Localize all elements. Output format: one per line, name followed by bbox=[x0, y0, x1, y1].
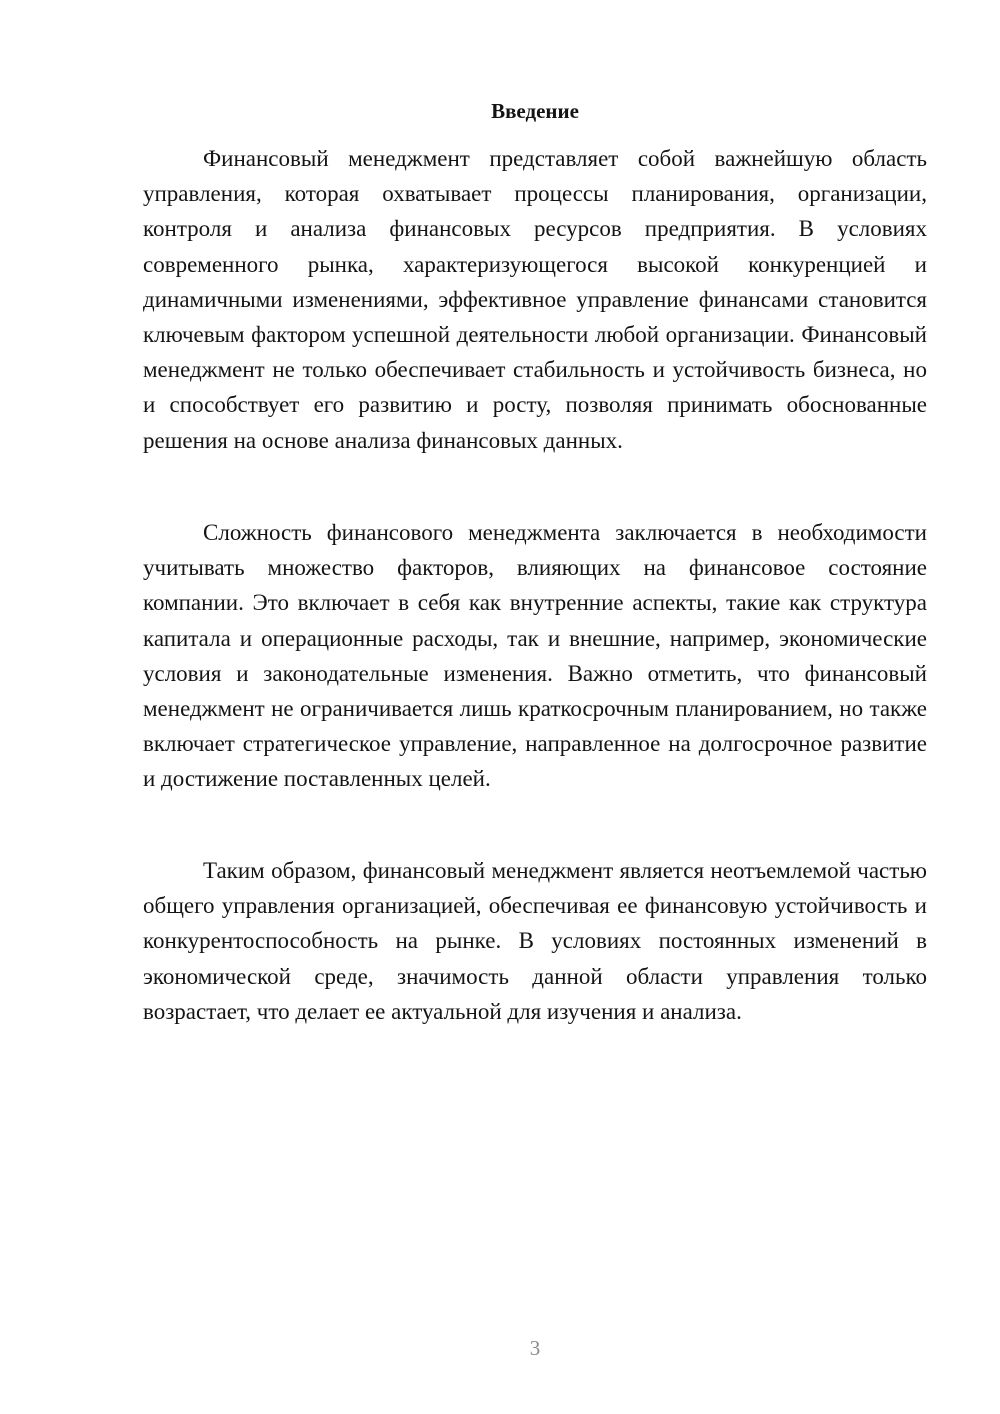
paragraph-complexity: Сложность финансового менеджмента заключается в необходимости учитывать множество факторов, влияющих на финансовое состояние компании. Это включает в себя как внутренние аспекты, такие как структура капитала и операционные расходы, так и внешние, например, экономические условия и законодательные изменения. Важно отметить, что финансовый менеджмент не ограничивается лишь краткосрочным планированием, но также включает стратегическое управление, направленное на долгосрочное развитие и достижение поставленных целей. bbox=[143, 520, 927, 792]
paragraph-intro: Финансовый менеджмент представляет собой важнейшую область управления, которая охватывает процессы планирования, организации, контроля и анализа финансовых ресурсов предприятия. В условиях современного рынка, характеризующегося высокой конкуренцией и динамичными изменениями, эффективное управление финансами становится ключевым фактором успешной деятельности любой организации. Финансовый менеджмент не только обеспечивает стабильность и устойчивость бизнеса, но и способствует его развитию и росту, позволяя принимать обоснованные решения на основе анализа финансовых данных. bbox=[143, 146, 927, 453]
page-number: 3 bbox=[529, 1336, 541, 1360]
section-title: Введение bbox=[491, 99, 579, 123]
paragraph-conclusion: Таким образом, финансовый менеджмент является неотъемлемой частью общего управления организацией, обеспечивая ее финансовую устойчивость и конкурентоспособность на рынке. В условиях постоянных изменений в экономической среде, значимость данной области управления только возрастает, что делает ее актуальной для изучения и анализа. bbox=[143, 858, 927, 1024]
